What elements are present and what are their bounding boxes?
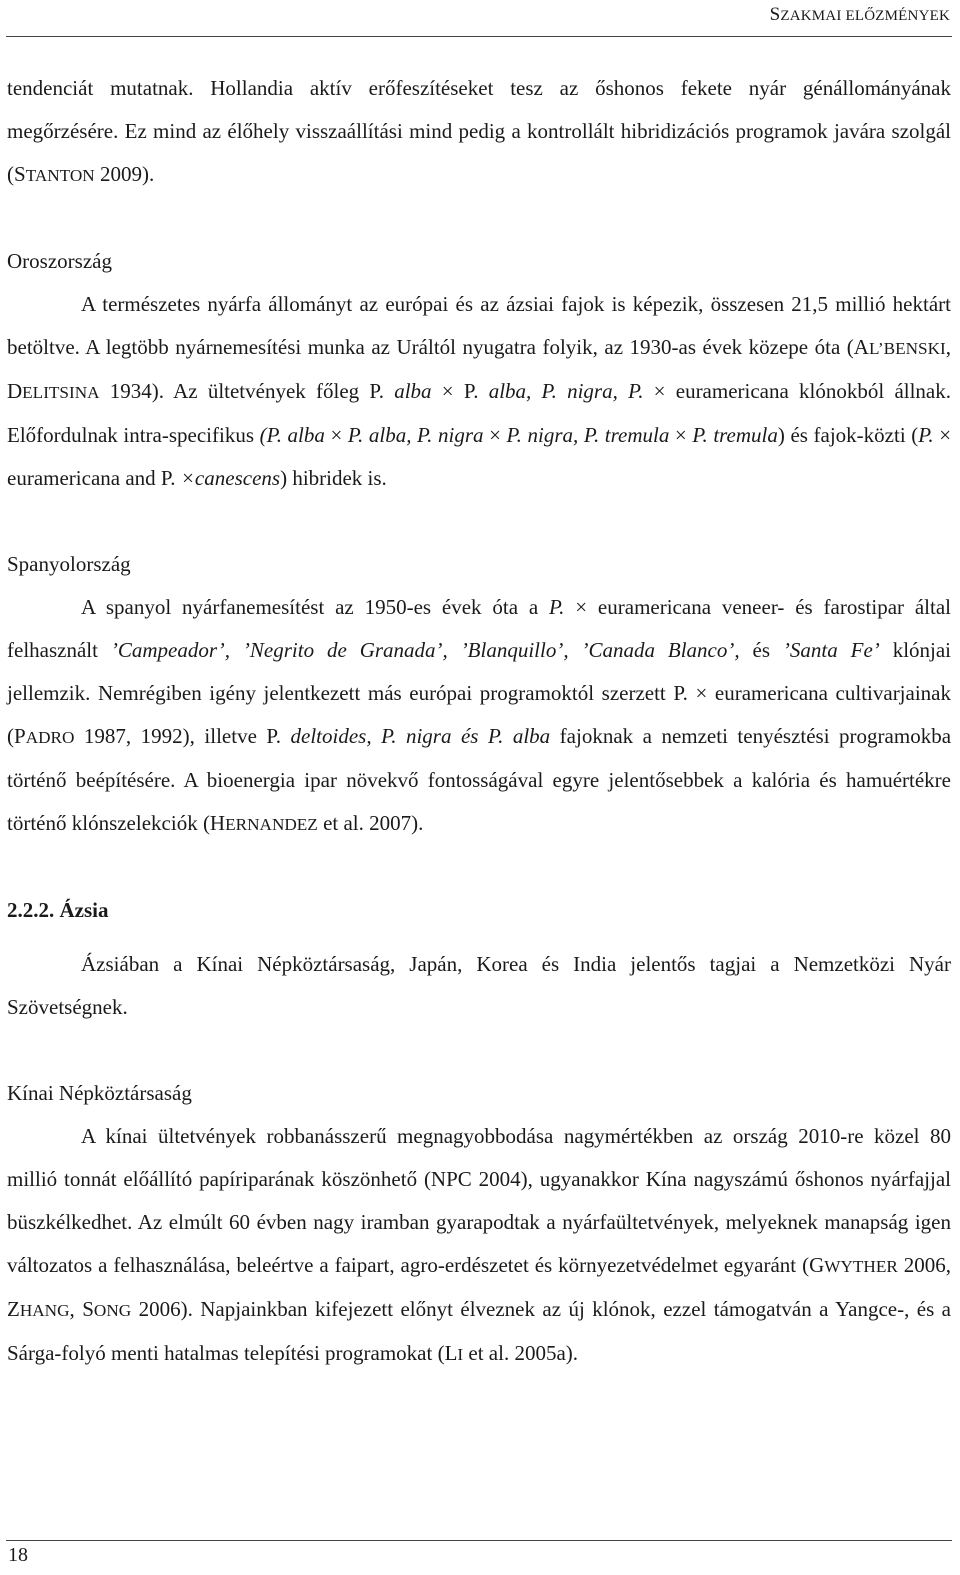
paragraph-russia [7,283,951,500]
species-name: P. [918,423,934,447]
species-name: alba [512,724,551,748]
text: A természetes nyárfa állományt az európai és az ázsiai fajok is képezik, összesen 21,5 millió hektárt betöltve. A legtöbb nyárnemesítési munka az Uráltól nyugatra folyik, az 1930-as évek közepe óta (A [7,292,951,359]
text: 2006). Napjainkban kifejezett előnyt élveznek az új klónok, ezzel támogatván a Yangce-, és a Sárga-folyó menti hatalmas telepítési programokat (L [7,1297,952,1365]
section-heading-asia: 2.2.2. Ázsia [7,898,109,922]
page-number: 18 [8,1544,28,1566]
clone-names: ’Campeador’, ’Negrito de Granada’, ’Blanquillo’, ’Canada Blanco’, [110,638,740,662]
paragraph-asia: Ázsiában a Kínai Népköztársaság, Japán, Korea és India jelentős tagjai a Nemzetközi Nyár Szövetségnek. [7,952,951,1019]
subheading-china: Kínai Népköztársaság [7,1081,192,1105]
text: et al. 2007). [317,811,424,835]
text: klónjai jellemzik. Nemrégiben igény jelentkezett más európai programoktól szerzett P. × euramericana cultivarjainak (P [7,638,952,748]
text: × P. [431,379,489,403]
text: 1987, 1992), illetve P. [74,724,291,748]
citation-author: TANTON [25,166,95,185]
text: × [669,423,693,447]
subheading-russia: Oroszország [7,249,112,273]
clone-names: ’Santa Fe’ [782,638,880,662]
citation-author: I [457,1345,464,1364]
species-name: P. nigra, P. tremula [506,423,670,447]
text: A spanyol nyárfanemesítést az 1950-es évek óta a [81,595,550,619]
species-name: P. tremula [692,423,778,447]
running-header-rest: ZAKMAI ELŐZMÉNYEK [780,8,950,24]
text: × euramericana klónokból állnak. Előfordulnak intra-specifikus [7,379,952,447]
paragraph-netherlands [7,67,951,197]
citation-author: L’BENSKI [868,339,946,358]
text: × [324,423,348,447]
text: A kínai ültetvények robbanásszerű megnagyobbodása nagymértékben az ország 2010-re közel 80 millió tonnát előállító papíriparának köszönhető (NPC 2004), ugyanakkor Kína nagyszámú őshonos nyárfajjal büszkélkedhet. Az elmúlt 60 évben nagy iramban gyarapodtak a nyárfaültetvények, melyeknek manapság igen változatos a felhasználása, beleértve a faipart, agro-erdészetet és környezetvédelmet egyaránt (G [7,1124,951,1277]
text: ) és fajok-közti ( [777,423,919,447]
species-name: P. [549,595,565,619]
text: ) hibridek is. [280,466,387,490]
text: × euramericana and P. [7,423,952,490]
text: és [739,638,783,662]
text: 2009). [94,162,155,186]
page-body [7,67,951,1376]
text: 2006, Z [7,1253,951,1321]
text: et al. 2005a). [463,1341,579,1365]
text: tendenciát mutatnak. Hollandia aktív erőfeszítéseket tesz az őshonos fekete nyár génállományának megőrzésére. Ez mind az élőhely visszaállítási mind pedig a kontrollált hibridizációs programok javára szolgál (S [7,76,951,186]
species-name: alba [394,379,432,403]
species-name: deltoides, P. nigra és P. [290,724,504,748]
paragraph-spain [7,586,951,846]
citation-author: ADRO [25,728,75,747]
paragraph-china [7,1115,951,1376]
citation-author: ONG [93,1301,132,1320]
text: fajoknak a nemzeti tenyésztési programokba történő beépítésére. A bioenergia ipar növekvő fontosságával egyre jelentősebbek a kalória és hamuértékre történő klónszelekciók (H [7,724,952,835]
species-name: ×canescens [180,466,281,490]
species-name: alba, P. nigra, P. [488,379,644,403]
running-header-initial: S [769,4,781,25]
text: , S [69,1297,94,1321]
text: 1934). Az ültetvények főleg P. [99,379,395,403]
species-name: P. alba, P. nigra [347,423,484,447]
footer-rule [6,1540,952,1541]
subheading-spain: Spanyolország [7,552,131,576]
header-rule [6,36,952,37]
citation-author: ELITSINA [22,383,100,402]
citation-author: WYTHER [824,1257,898,1276]
running-header [770,4,950,26]
species-name: (P. alba [259,423,325,447]
citation-author: ERNANDEZ [225,815,318,834]
text: × euramericana veneer- és farostipar által felhasznált [7,595,951,662]
text: × [483,423,507,447]
text: , D [7,335,951,403]
citation-author: HANG [19,1301,70,1320]
